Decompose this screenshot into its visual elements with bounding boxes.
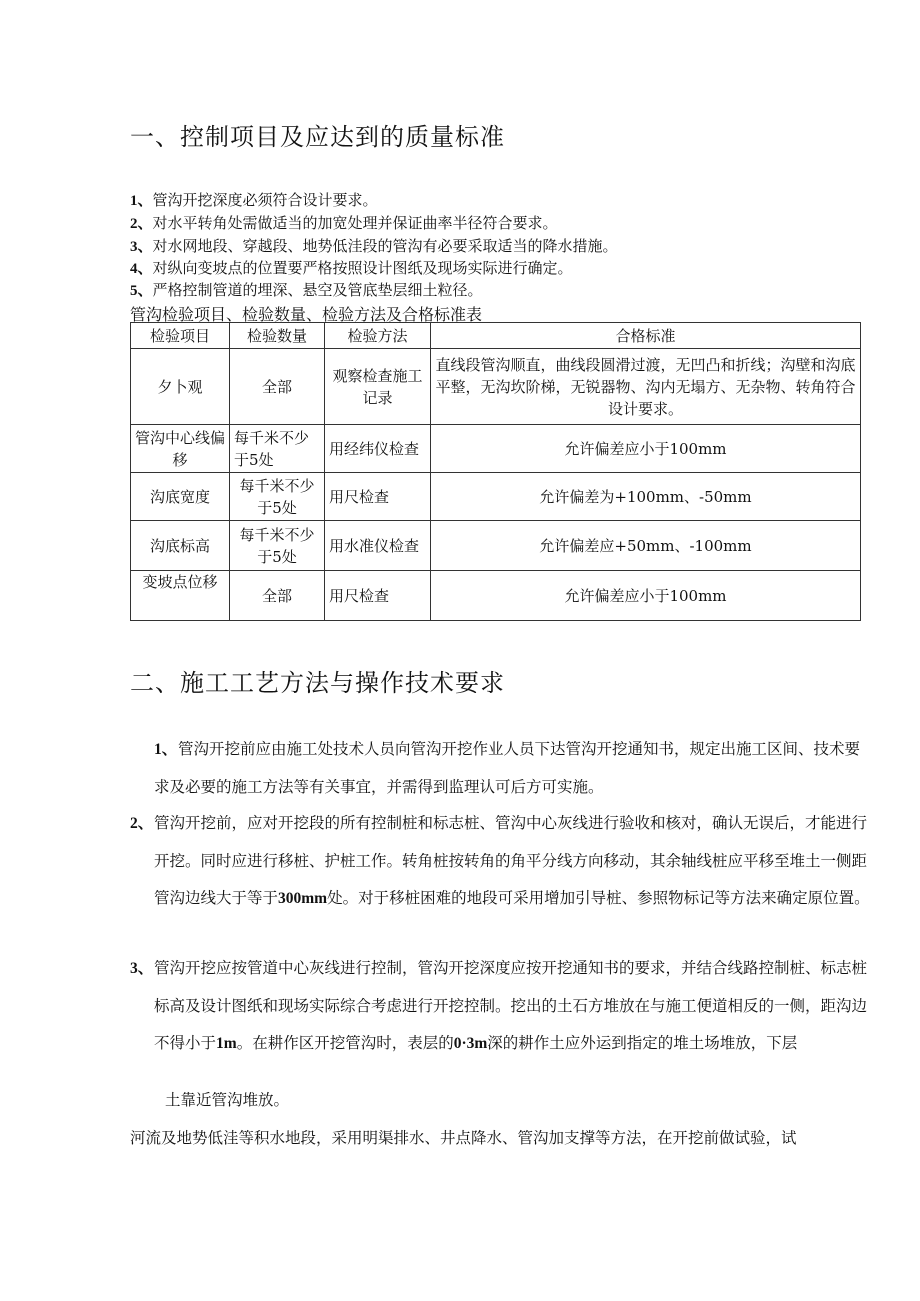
header-method: 检验方法 [325, 323, 431, 349]
cell-method: 用尺检查 [325, 571, 431, 621]
cell-standard: 允许偏差应+50mm、-100mm [431, 521, 861, 571]
section1-title: 一、控制项目及应达到的质量标准 [130, 123, 505, 151]
header-item: 检验项目 [131, 323, 230, 349]
cell-standard: 允许偏差应小于100mm [431, 425, 861, 473]
last-line: 河流及地势低洼等积水地段，采用明渠排水、井点降水、管沟加支撑等方法，在开挖前做试验，试 [130, 1129, 797, 1147]
cell-qty: 每千米不少于5处 [230, 425, 325, 473]
paragraph-3-tail: 土靠近管沟堆放。 [165, 1091, 290, 1109]
cell-standard: 允许偏差应小于100mm [431, 571, 861, 621]
cell-standard: 直线段管沟顺直，曲线段圆滑过渡，无凹凸和折线；沟壁和沟底平整，无沟坎阶梯，无锐器物、沟内无塌方、无杂物、转角符合设计要求。 [431, 349, 861, 425]
table-row [131, 349, 861, 425]
cell-method: 用尺检查 [325, 473, 431, 521]
cell-item: 沟底标高 [131, 521, 230, 571]
cell-method: 用经纬仪检查 [325, 425, 431, 473]
table-header-row [131, 323, 861, 349]
section2-title: 二、施工工艺方法与操作技术要求 [130, 669, 505, 697]
inspection-table [130, 322, 861, 621]
cell-qty: 每千米不少于5处 [230, 473, 325, 521]
cell-qty: 全部 [230, 571, 325, 621]
table-row [131, 473, 861, 521]
cell-standard: 允许偏差为+100mm、-50mm [431, 473, 861, 521]
cell-item: 管沟中心线偏移 [131, 425, 230, 473]
cell-item: 夕卜观 [131, 349, 230, 425]
cell-method: 观察检查施工记录 [325, 349, 431, 425]
cell-item: 变坡点位移 [131, 571, 230, 621]
table-caption: 管沟检验项目、检验数量、检验方法及合格标准表 [130, 305, 483, 324]
list-item: 1、管沟开挖深度必须符合设计要求。 [130, 191, 378, 209]
table-row [131, 571, 861, 621]
cell-method: 用水准仪检查 [325, 521, 431, 571]
paragraph-1: 1、管沟开挖前应由施工处技术人员向管沟开挖作业人员下达管沟开挖通知书，规定出施工区间、技术要求及必要的施工方法等有关事宜，并需得到监理认可后方可实施。 [154, 740, 861, 796]
header-standard: 合格标准 [431, 323, 861, 349]
table-row [131, 521, 861, 571]
cell-qty: 每千米不少于5处 [230, 521, 325, 571]
list-item: 5、严格控制管道的埋深、悬空及管底垫层细土粒径。 [130, 281, 483, 299]
paragraph-2: 2、管沟开挖前，应对开挖段的所有控制桩和标志桩、管沟中心灰线进行验收和核对，确认无误后，才能进行开挖。同时应进行移桩、护桩工作。转角桩按转角的角平分线方向移动，其余轴线桩应平移至堆土一侧距管沟边线大于等于300mm处。对于移桩困难的地段可采用增加引导桩、参照物标记等方法来确定原位置。 [130, 814, 870, 907]
list-item: 2、对水平转角处需做适当的加宽处理并保证曲率半径符合要求。 [130, 214, 558, 232]
list-item: 3、对水网地段、穿越段、地势低洼段的管沟有必要采取适当的降水措施。 [130, 237, 618, 255]
header-qty: 检验数量 [230, 323, 325, 349]
table-row [131, 425, 861, 473]
list-item: 4、对纵向变坡点的位置要严格按照设计图纸及现场实际进行确定。 [130, 259, 573, 277]
cell-item: 沟底宽度 [131, 473, 230, 521]
cell-qty: 全部 [230, 349, 325, 425]
paragraph-3: 3、管沟开挖应按管道中心灰线进行控制，管沟开挖深度应按开挖通知书的要求，并结合线路控制桩、标志桩标高及设计图纸和现场实际综合考虑进行开挖控制。挖出的土石方堆放在与施工便道相反的一侧，距沟边不得小于1m。在耕作区开挖管沟时，表层的0·3m深的耕作土应外运到指定的堆土场堆放，下层 [130, 959, 868, 1052]
